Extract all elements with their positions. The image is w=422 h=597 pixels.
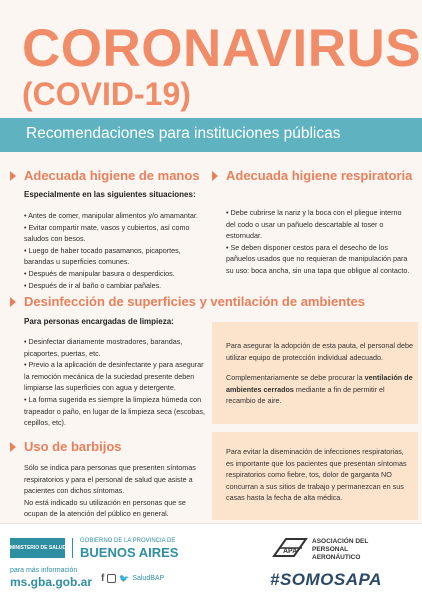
ministry-badge [10, 538, 65, 558]
poster-subtitle: (COVID-19) [22, 76, 191, 112]
hashtag: #SOMOSAPA [270, 570, 382, 589]
section-marker-icon [212, 171, 218, 181]
website-link[interactable]: ms.gba.gob.ar [10, 575, 93, 589]
hand-hygiene-list [24, 210, 198, 291]
banner [0, 118, 422, 152]
note-line: es importante que los pacientes que presentan síntomas [226, 458, 407, 468]
divider [72, 538, 73, 558]
apa-logo-icon [272, 536, 308, 562]
list-item: pacientes con dichos síntomas. [24, 486, 125, 496]
hand-hygiene-title: Adecuada higiene de manos [24, 168, 200, 183]
list-item: picaportes, puertas, etc. [24, 348, 101, 358]
list-item: • Antes de comer, manipular alimentos y/o amamantar. [24, 211, 198, 220]
disinfection-title: Desinfección de superficies y ventilación de ambientes [24, 294, 366, 309]
poster-title: CORONAVIRUS [22, 19, 422, 78]
section-marker-icon [10, 442, 16, 452]
list-item: • La forma sugerida es siempre la limpieza húmeda con [24, 394, 202, 404]
twitter-icon[interactable]: 🐦 [119, 574, 130, 583]
disinfection-list [24, 336, 205, 429]
social-handle: SaludBAP [132, 575, 165, 582]
disinfection-subtitle: Para personas encargadas de limpieza: [24, 317, 174, 326]
list-item: Sólo se indica para personas que presenten síntomas [24, 463, 196, 472]
list-item: • Previo a la aplicación de desinfectante y para asegurar [24, 360, 204, 370]
list-item: No está indicado su utilización en personas que se [24, 497, 186, 507]
list-item: pañuelos usados que no requieran de manipulación para [226, 254, 408, 264]
hand-hygiene-subtitle: Especialmente en las siguientes situaciones: [24, 190, 196, 199]
masks-title: Uso de barbijos [24, 439, 122, 454]
apa-name: ASOCIACIÓN DEL PERSONAL AERONÁUTICO [312, 538, 369, 561]
note-line: utilizar equipo de protección individual adecuado. [226, 352, 384, 362]
footer [0, 523, 422, 597]
more-info-label: para más información [10, 567, 78, 574]
social-icons [101, 573, 164, 584]
list-item: • Desinfectar diariamente mostradores, barandas, [24, 337, 183, 346]
disinfection-note-box [212, 322, 418, 424]
section-marker-icon [10, 171, 16, 181]
gov-small-label: GOBIERNO DE LA PROVINCIA DE [80, 538, 176, 544]
respiratory-hygiene-title: Adecuada higiene respiratoria [226, 168, 413, 183]
apa-logo-text: APA [283, 548, 298, 555]
list-item: • Se deben disponer cestos para el desecho de los [226, 242, 388, 252]
note-line: recambio de aire. [226, 396, 282, 405]
note-line: Para asegurar la adopción de esta pauta, el personal debe [226, 341, 414, 350]
list-item: limpiarse las superficies con agua y detergente. [24, 383, 176, 393]
note-line: Complementariamente se debe procurar la ventilación de [226, 373, 413, 382]
note-line: ambientes cerrados mediante a fin de permitir el [226, 384, 385, 394]
note-line: concurran a sus sitios de trabajo y permanezcan en sus [226, 481, 404, 491]
note-line: respiratorios como fiebre, tos, dolor de garganta NO [226, 470, 392, 479]
list-item: ocupan de la atención del público en general. [24, 509, 169, 519]
note-line: casas hasta la fecha de alta médica. [226, 493, 343, 502]
list-item: trapeador o paño, en lugar de la limpieza seca (escobas, [24, 406, 205, 416]
note-line: Para evitar la diseminación de infecciones respiratorias, [226, 447, 404, 456]
list-item: respiratorios y para el personal de salud que asiste a [24, 474, 193, 484]
list-item: • Después de ir al baño o cambiar pañales. [24, 280, 162, 290]
list-item: • Después de manipular basura o desperdicios. [24, 268, 175, 278]
list-item: del codo o usar un pañuelo descartable al toser o [226, 219, 384, 229]
list-item: • Luego de haber tocado pasamanos, picaportes, [24, 245, 181, 255]
banner-text: Recomendaciones para instituciones públicas [26, 125, 341, 142]
list-item: la remoción mecánica de la suciedad presente deben [24, 371, 195, 381]
instagram-icon[interactable] [107, 574, 116, 583]
list-item: • Debe cubrirse la nariz y la boca con el pliegue interno [226, 208, 402, 217]
list-item: su uso: boca ancha, sin una tapa que obligue al contacto. [226, 265, 410, 275]
list-item: saludos con besos. [24, 234, 86, 244]
list-item: cepillos, etc). [24, 418, 66, 428]
list-item: • Evitar compartir mate, vasos y cubiertos, así como [24, 222, 190, 232]
ministry-label: MINISTERIO DE SALUD [10, 545, 67, 551]
respiratory-hygiene-list [226, 207, 409, 277]
section-marker-icon [10, 297, 16, 307]
masks-list [24, 462, 196, 520]
list-item: estornudar. [226, 231, 262, 241]
gov-big-label: BUENOS AIRES [80, 545, 179, 560]
list-item: barandas u superficies comunes. [24, 257, 130, 267]
masks-note-box [212, 432, 418, 520]
facebook-icon[interactable]: f [101, 573, 105, 584]
